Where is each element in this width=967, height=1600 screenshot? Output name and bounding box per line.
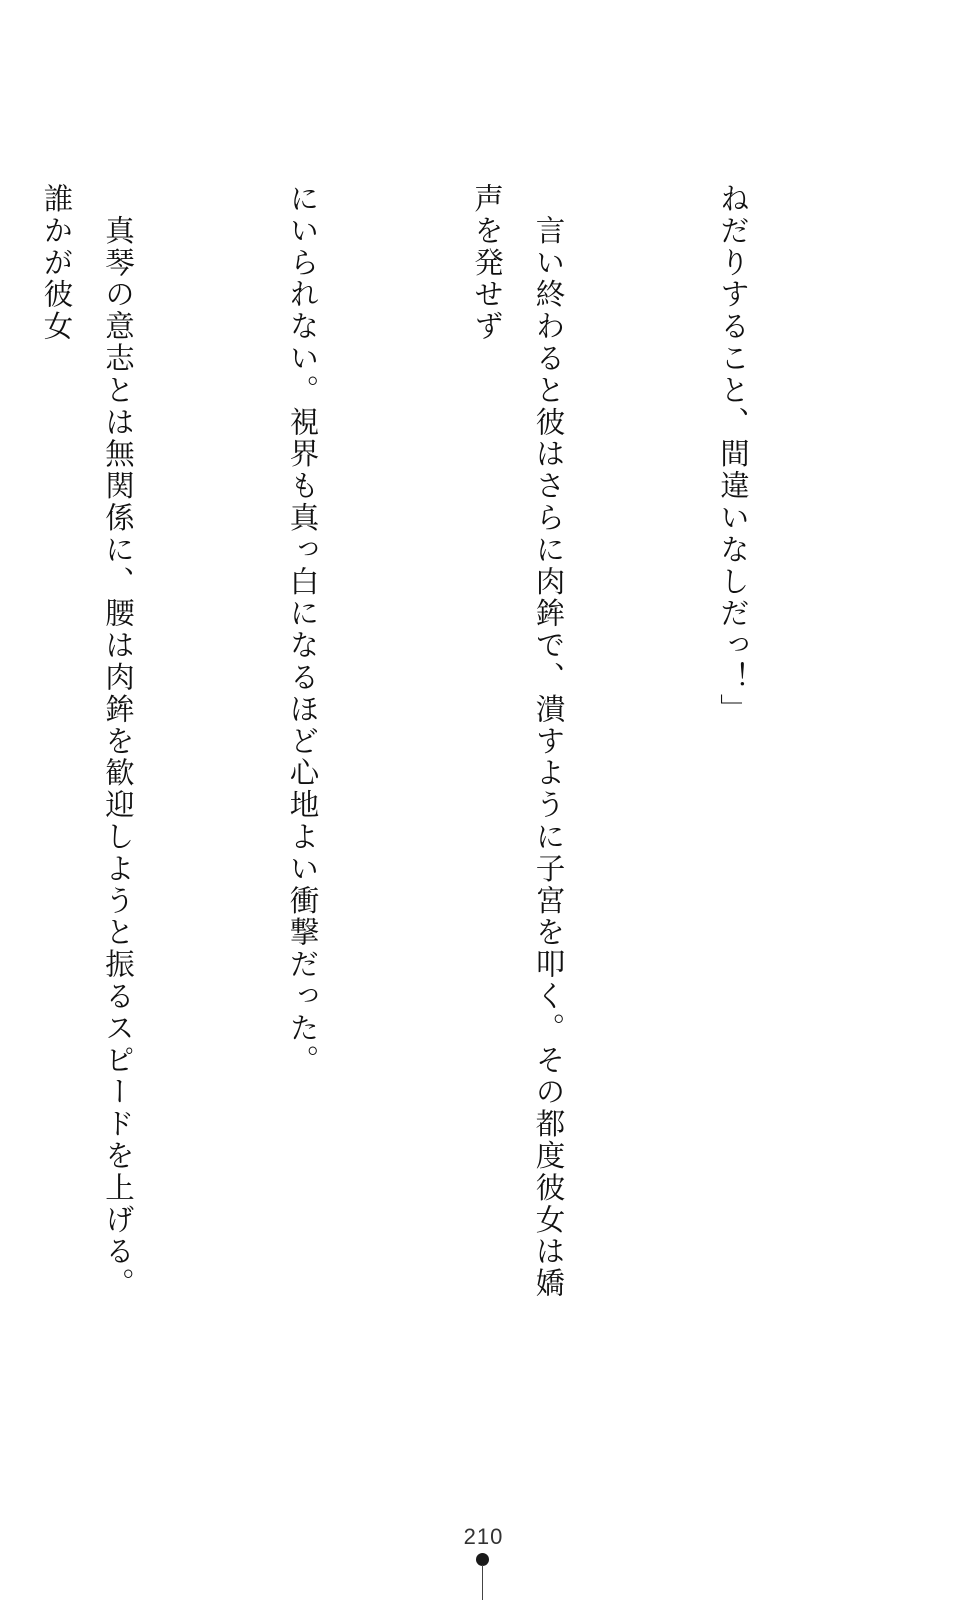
text-line: にいられない。視界も真っ白になるほど心地よい衝撃だった。 <box>285 183 320 1077</box>
vertical-text-body <box>39 183 886 1303</box>
text-line: 言い終わると彼はさらに肉鉾で、潰すように子宮を叩く。その都度彼女は嬌声を発せず <box>470 183 566 1300</box>
text-line: ねだりすること、間違いなしだっ！」 <box>716 183 750 726</box>
page-number: 210 <box>463 1524 504 1549</box>
page-marker-rule <box>482 1565 483 1600</box>
text-line: 真琴の意志とは無関係に、腰は肉鉾を歓迎しようと振るスピードを上げる。誰かが彼女 <box>39 183 135 1300</box>
